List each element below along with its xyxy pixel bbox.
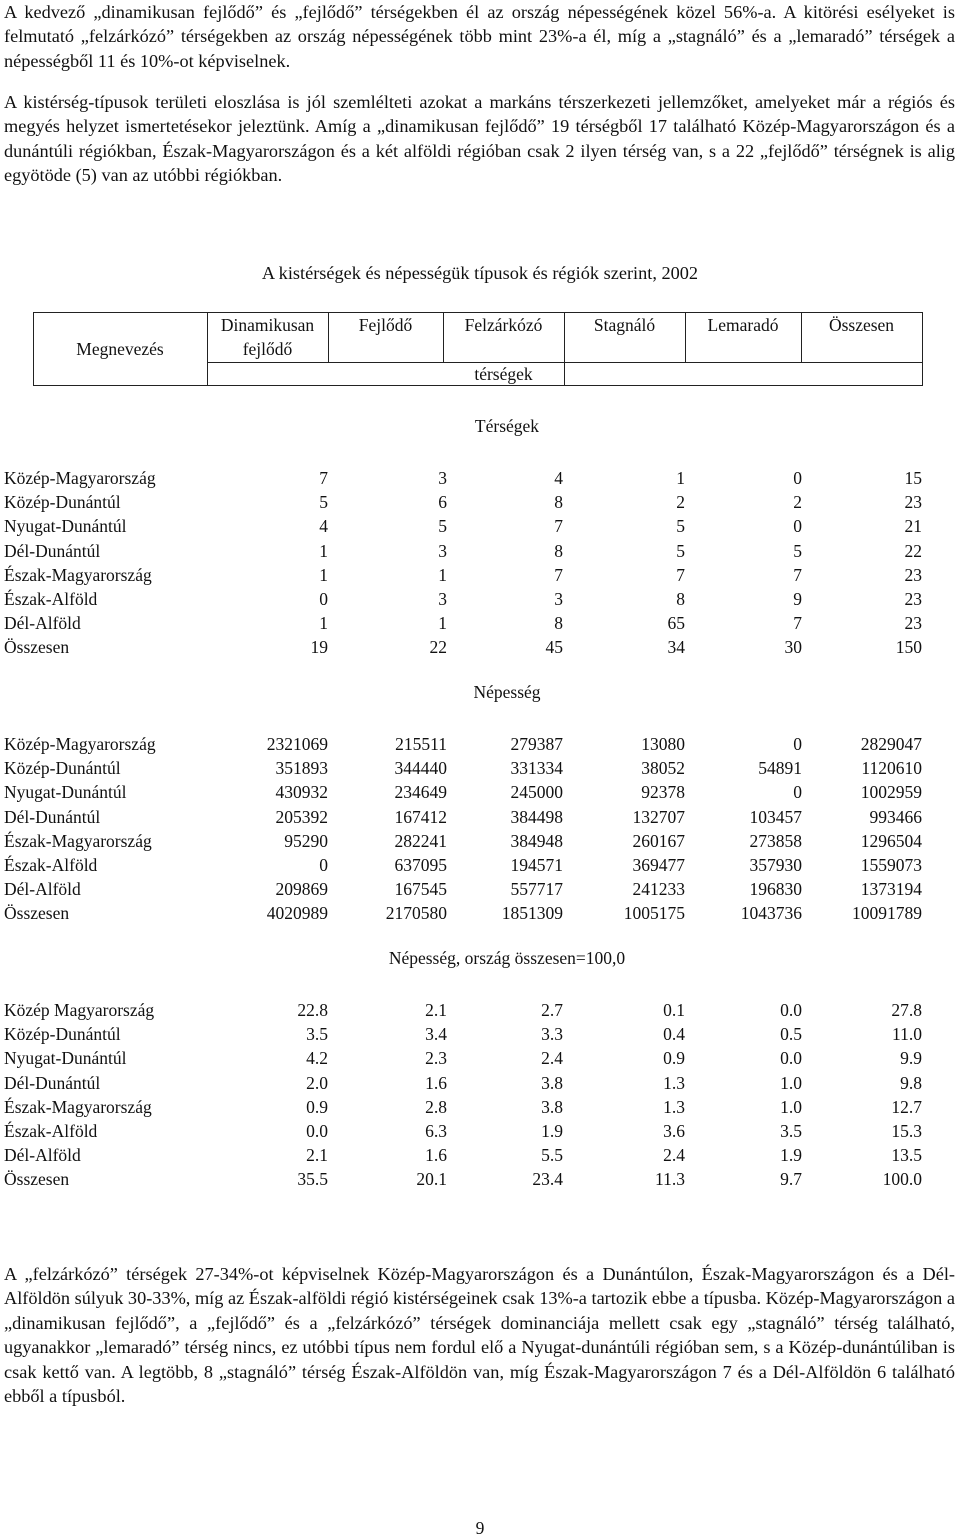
table-row bbox=[4, 563, 922, 587]
table-cell: 35.5 bbox=[297, 1169, 328, 1190]
table-cell: 23.4 bbox=[532, 1169, 563, 1190]
table-cell: 260167 bbox=[632, 830, 685, 851]
table-cell: 20.1 bbox=[416, 1169, 447, 1190]
header-types-divider bbox=[207, 362, 923, 363]
row-label: Közép-Magyarország bbox=[4, 468, 156, 488]
table-cell: 30 bbox=[784, 637, 802, 658]
table-row bbox=[4, 1119, 922, 1143]
table-cell: 22 bbox=[429, 637, 447, 658]
table-cell: 234649 bbox=[394, 782, 447, 803]
table-cell: 54891 bbox=[758, 758, 802, 779]
table-cell: 1 bbox=[438, 613, 447, 634]
table-cell: 4020989 bbox=[266, 903, 328, 924]
table-cell: 1 bbox=[676, 468, 685, 488]
table-cell: 8 bbox=[554, 492, 563, 513]
table-cell: 3.4 bbox=[425, 1024, 447, 1045]
row-label: Közép-Dunántúl bbox=[4, 492, 121, 513]
table-cell: 1.9 bbox=[541, 1121, 563, 1141]
table-cell: 0 bbox=[793, 516, 802, 537]
table-cell: 1 bbox=[438, 564, 447, 585]
table-cell: 27.8 bbox=[891, 1000, 922, 1020]
table-cell: 22.8 bbox=[297, 1000, 328, 1020]
table-cell: 331334 bbox=[510, 758, 563, 779]
table-cell: 6 bbox=[438, 492, 447, 513]
table-cell: 637095 bbox=[394, 855, 447, 875]
table-cell: 1.0 bbox=[780, 1072, 802, 1093]
table-cell: 993466 bbox=[869, 806, 922, 827]
row-label: Dél-Alföld bbox=[4, 613, 81, 634]
table-cell: 7 bbox=[793, 564, 802, 585]
table-row bbox=[4, 780, 922, 804]
header-fejlodo: Fejlődő bbox=[358, 315, 413, 335]
table-row bbox=[4, 877, 922, 901]
table-cell: 0.5 bbox=[780, 1024, 802, 1045]
table-cell: 5 bbox=[676, 516, 685, 537]
table-cell: 1120610 bbox=[861, 758, 922, 779]
row-label: Dél-Dunántúl bbox=[4, 1072, 101, 1093]
table-cell: 6.3 bbox=[425, 1121, 447, 1141]
table-cell: 0.0 bbox=[780, 1048, 802, 1069]
table-cell: 3.5 bbox=[306, 1024, 328, 1045]
table-cell: 3 bbox=[438, 589, 447, 609]
table-cell: 3 bbox=[554, 589, 563, 609]
table-cell: 0.0 bbox=[306, 1121, 328, 1141]
table-cell: 3.3 bbox=[541, 1024, 563, 1045]
table-cell: 2.7 bbox=[541, 1000, 563, 1020]
table-cell: 369477 bbox=[632, 855, 685, 875]
table-cell: 384498 bbox=[510, 806, 563, 827]
table-cell: 196830 bbox=[749, 879, 802, 900]
table-cell: 194571 bbox=[510, 855, 563, 875]
table-cell: 2.1 bbox=[425, 1000, 447, 1020]
table-cell: 0 bbox=[319, 589, 328, 609]
table-cell: 5 bbox=[319, 492, 328, 513]
table-cell: 1 bbox=[319, 540, 328, 561]
table-cell: 3 bbox=[438, 468, 447, 488]
row-label: Összesen bbox=[4, 637, 70, 658]
table-cell: 5.5 bbox=[541, 1145, 563, 1166]
table-cell: 132707 bbox=[632, 806, 685, 827]
header-dinamikusan: Dinamikusan bbox=[220, 315, 315, 335]
table-cell: 279387 bbox=[510, 734, 563, 754]
table-cell: 7 bbox=[793, 613, 802, 634]
closing-paragraph: A „felzárkózó” térségek 27-34%-ot képviselnek Közép-Magyarországon és a Dunántúlon, Észak-Magyarországon és a Dél-Alföldön súlyuk 30-33%, míg az Észak-alföldi régió kistérségeinek csak 13%-a tartozik ebbe a típusba. Közép-Magyarországon a „dinamikusan fejlődő”, a „fejlődő” és a „felzárkózó” térségek dominanciája mellett csak egy „stagnáló” térség található, ugyanakkor „lemaradó” térség nincs, ez utóbbi típus nem fordul elő a Nyugat-dunántúli régióban sem, s a Közép-dunántúliban is csak kettő van. A legtöbb, 8 „stagnáló” térség Észak-Alföldön van, míg Észak-Magyarországon 7 és a Dél-Alföldön 6 található ebből a típusból. bbox=[4, 1264, 955, 1407]
table-cell: 65 bbox=[667, 613, 685, 634]
table-cell: 95290 bbox=[284, 830, 328, 851]
table-cell: 4.2 bbox=[306, 1048, 328, 1069]
table-cell: 8 bbox=[676, 589, 685, 609]
row-label: Dél-Alföld bbox=[4, 1145, 81, 1166]
table-row bbox=[4, 853, 922, 877]
header-dinamikusan-fejlodo: fejlődő bbox=[242, 339, 293, 359]
table-cell: 1.6 bbox=[425, 1145, 447, 1166]
row-label: Összesen bbox=[4, 1169, 70, 1190]
table-row bbox=[4, 732, 922, 756]
table-row bbox=[4, 539, 922, 563]
table-cell: 0 bbox=[793, 468, 802, 488]
row-label: Dél-Alföld bbox=[4, 879, 81, 900]
table-cell: 3.8 bbox=[541, 1072, 563, 1093]
table-cell: 209869 bbox=[275, 879, 328, 900]
table-cell: 0.1 bbox=[663, 1000, 685, 1020]
table-cell: 15 bbox=[904, 468, 922, 488]
table-cell: 22 bbox=[904, 540, 922, 561]
table-row bbox=[4, 466, 922, 490]
table-cell: 34 bbox=[667, 637, 685, 658]
table-cell: 9 bbox=[793, 589, 802, 609]
table-cell: 1 bbox=[319, 613, 328, 634]
table-cell: 13080 bbox=[641, 734, 685, 754]
table-cell: 23 bbox=[904, 589, 922, 609]
table-cell: 5 bbox=[676, 540, 685, 561]
row-label: Észak-Magyarország bbox=[4, 564, 152, 585]
row-label: Dél-Dunántúl bbox=[4, 540, 101, 561]
table-cell: 23 bbox=[904, 564, 922, 585]
table-row bbox=[4, 490, 922, 514]
row-label: Észak-Alföld bbox=[4, 855, 98, 875]
table-header bbox=[33, 312, 923, 386]
table-cell: 2170580 bbox=[385, 903, 447, 924]
table-row bbox=[4, 1167, 922, 1191]
table-cell: 23 bbox=[904, 492, 922, 513]
table-cell: 167545 bbox=[394, 879, 447, 900]
table-cell: 1373194 bbox=[860, 879, 922, 900]
table-cell: 5 bbox=[438, 516, 447, 537]
row-label: Közép-Magyarország bbox=[4, 734, 156, 754]
table-caption: A kistérségek és népességük típusok és régiók szerint, 2002 bbox=[261, 263, 699, 283]
table-row bbox=[4, 587, 922, 611]
table-cell: 7 bbox=[319, 468, 328, 488]
table-cell: 273858 bbox=[749, 830, 802, 851]
table-row bbox=[4, 829, 922, 853]
table-cell: 2321069 bbox=[266, 734, 328, 754]
table-cell: 103457 bbox=[749, 806, 802, 827]
table-cell: 215511 bbox=[395, 734, 447, 754]
territorial-paragraph: A kistérség-típusok területi eloszlása is jól szemlélteti azokat a markáns térszerkezeti jellemzőket, amelyeket már a régiós és megyés helyzet ismertetésekor jeleztünk. Amíg a „dinamikusan fejlődő” 19 térségből 17 található Közép-Magyarországon és a dunántúli régiókban, Észak-Magyarországon és a két alföldi régióban csak 2 ilyen térség van, s a 22 „fejlődő” térségnek is alig egyötöde (5) van az utóbbi régiókban. bbox=[4, 92, 955, 186]
table-cell: 2.4 bbox=[663, 1145, 685, 1166]
table-row bbox=[4, 635, 922, 659]
table-cell: 0 bbox=[319, 855, 328, 875]
row-label: Közép Magyarország bbox=[4, 1000, 155, 1020]
row-label: Észak-Magyarország bbox=[4, 1096, 152, 1117]
table-cell: 344440 bbox=[394, 758, 447, 779]
table-cell: 1.9 bbox=[780, 1145, 802, 1166]
table-cell: 3.5 bbox=[780, 1121, 802, 1141]
table-cell: 167412 bbox=[394, 806, 447, 827]
row-label: Összesen bbox=[4, 903, 70, 924]
table-cell: 1.6 bbox=[425, 1072, 447, 1093]
table-cell: 1.0 bbox=[780, 1096, 802, 1117]
table-cell: 1.3 bbox=[663, 1096, 685, 1117]
table-row bbox=[4, 1022, 922, 1046]
header-tersegek: térségek bbox=[474, 364, 533, 384]
table-cell: 1043736 bbox=[740, 903, 802, 924]
table-cell: 351893 bbox=[275, 758, 328, 779]
header-lemarado: Lemaradó bbox=[707, 315, 779, 335]
table-cell: 7 bbox=[554, 564, 563, 585]
table-cell: 19 bbox=[310, 637, 328, 658]
table-cell: 0.9 bbox=[306, 1096, 328, 1117]
row-label: Nyugat-Dunántúl bbox=[4, 782, 127, 803]
table-cell: 4 bbox=[319, 516, 328, 537]
row-label: Közép-Dunántúl bbox=[4, 1024, 121, 1045]
row-label: Nyugat-Dunántúl bbox=[4, 1048, 127, 1069]
row-label: Észak-Alföld bbox=[4, 589, 98, 609]
table-cell: 1.3 bbox=[663, 1072, 685, 1093]
table-row bbox=[4, 805, 922, 829]
table-cell: 1005175 bbox=[623, 903, 685, 924]
table-cell: 1 bbox=[319, 564, 328, 585]
table-row bbox=[4, 1095, 922, 1119]
row-label: Észak-Alföld bbox=[4, 1121, 98, 1141]
table-cell: 3 bbox=[438, 540, 447, 561]
table-cell: 9.7 bbox=[780, 1169, 802, 1190]
table-cell: 2 bbox=[793, 492, 802, 513]
row-label: Észak-Magyarország bbox=[4, 830, 152, 851]
table-cell: 12.7 bbox=[891, 1096, 922, 1117]
table-cell: 1851309 bbox=[501, 903, 563, 924]
table-cell: 23 bbox=[904, 613, 922, 634]
row-label: Nyugat-Dunántúl bbox=[4, 516, 127, 537]
table-row bbox=[4, 611, 922, 635]
header-stagnalo: Stagnáló bbox=[593, 315, 656, 335]
table-cell: 13.5 bbox=[891, 1145, 922, 1166]
table-cell: 0.9 bbox=[663, 1048, 685, 1069]
table-cell: 0 bbox=[793, 782, 802, 803]
table-cell: 0.0 bbox=[780, 1000, 802, 1020]
row-label: Közép-Dunántúl bbox=[4, 758, 121, 779]
table-row bbox=[4, 756, 922, 780]
table-cell: 205392 bbox=[275, 806, 328, 827]
table-cell: 2829047 bbox=[860, 734, 922, 754]
table-cell: 150 bbox=[895, 637, 922, 658]
table-cell: 4 bbox=[554, 468, 563, 488]
table-cell: 8 bbox=[554, 613, 563, 634]
section-title: Népesség bbox=[473, 682, 541, 702]
table-row bbox=[4, 1046, 922, 1070]
table-row bbox=[4, 901, 922, 925]
table-cell: 11.3 bbox=[655, 1169, 685, 1190]
table-cell: 2.1 bbox=[306, 1145, 328, 1166]
table-cell: 3.8 bbox=[541, 1096, 563, 1117]
table-cell: 9.8 bbox=[900, 1072, 922, 1093]
table-cell: 45 bbox=[545, 637, 563, 658]
table-cell: 2 bbox=[676, 492, 685, 513]
table-cell: 2.0 bbox=[306, 1072, 328, 1093]
section-title: Népesség, ország összesen=100,0 bbox=[388, 948, 626, 968]
header-right-border bbox=[922, 312, 923, 386]
header-top-border bbox=[33, 312, 923, 313]
table-cell: 92378 bbox=[641, 782, 685, 803]
table-row bbox=[4, 1143, 922, 1167]
table-cell: 245000 bbox=[510, 782, 563, 803]
table-cell: 1559073 bbox=[860, 855, 922, 875]
table-cell: 384948 bbox=[510, 830, 563, 851]
table-cell: 11.0 bbox=[892, 1024, 922, 1045]
table-row bbox=[4, 998, 922, 1022]
section-title: Térségek bbox=[474, 416, 540, 436]
table-cell: 557717 bbox=[510, 879, 563, 900]
table-cell: 9.9 bbox=[900, 1048, 922, 1069]
table-cell: 430932 bbox=[275, 782, 328, 803]
table-cell: 2.3 bbox=[425, 1048, 447, 1069]
table-cell: 0 bbox=[793, 734, 802, 754]
table-cell: 282241 bbox=[394, 830, 447, 851]
table-cell: 21 bbox=[904, 516, 922, 537]
table-cell: 2.8 bbox=[425, 1096, 447, 1117]
table-cell: 7 bbox=[554, 516, 563, 537]
table-cell: 0.4 bbox=[663, 1024, 685, 1045]
table-cell: 2.4 bbox=[541, 1048, 563, 1069]
table-cell: 3.6 bbox=[663, 1121, 685, 1141]
table-cell: 241233 bbox=[632, 879, 685, 900]
table-cell: 10091789 bbox=[852, 903, 922, 924]
table-cell: 1002959 bbox=[860, 782, 922, 803]
table-cell: 7 bbox=[676, 564, 685, 585]
table-cell: 8 bbox=[554, 540, 563, 561]
table-cell: 357930 bbox=[749, 855, 802, 875]
header-osszesen: Összesen bbox=[828, 315, 895, 335]
table-row bbox=[4, 1071, 922, 1095]
table-cell: 100.0 bbox=[882, 1169, 922, 1190]
table-cell: 38052 bbox=[641, 758, 685, 779]
page-number: 9 bbox=[475, 1518, 485, 1538]
table-cell: 5 bbox=[793, 540, 802, 561]
table-row bbox=[4, 514, 922, 538]
row-label: Dél-Dunántúl bbox=[4, 806, 101, 827]
table-cell: 15.3 bbox=[891, 1121, 922, 1141]
table-cell: 1296504 bbox=[860, 830, 922, 851]
intro-paragraph: A kedvező „dinamikusan fejlődő” és „fejlődő” térségekben él az ország népességének közel 56%-a. A kitörési esélyeket is felmutató „felzárkózó” térségekben az ország népességének több mint 23%-a él, míg a „stagnáló” és a „lemaradó” térségek a népességből 11 és 10%-ot képviselnek. bbox=[4, 2, 955, 71]
header-megnevezes: Megnevezés bbox=[76, 339, 164, 359]
header-felzarkozo: Felzárkózó bbox=[464, 315, 543, 335]
